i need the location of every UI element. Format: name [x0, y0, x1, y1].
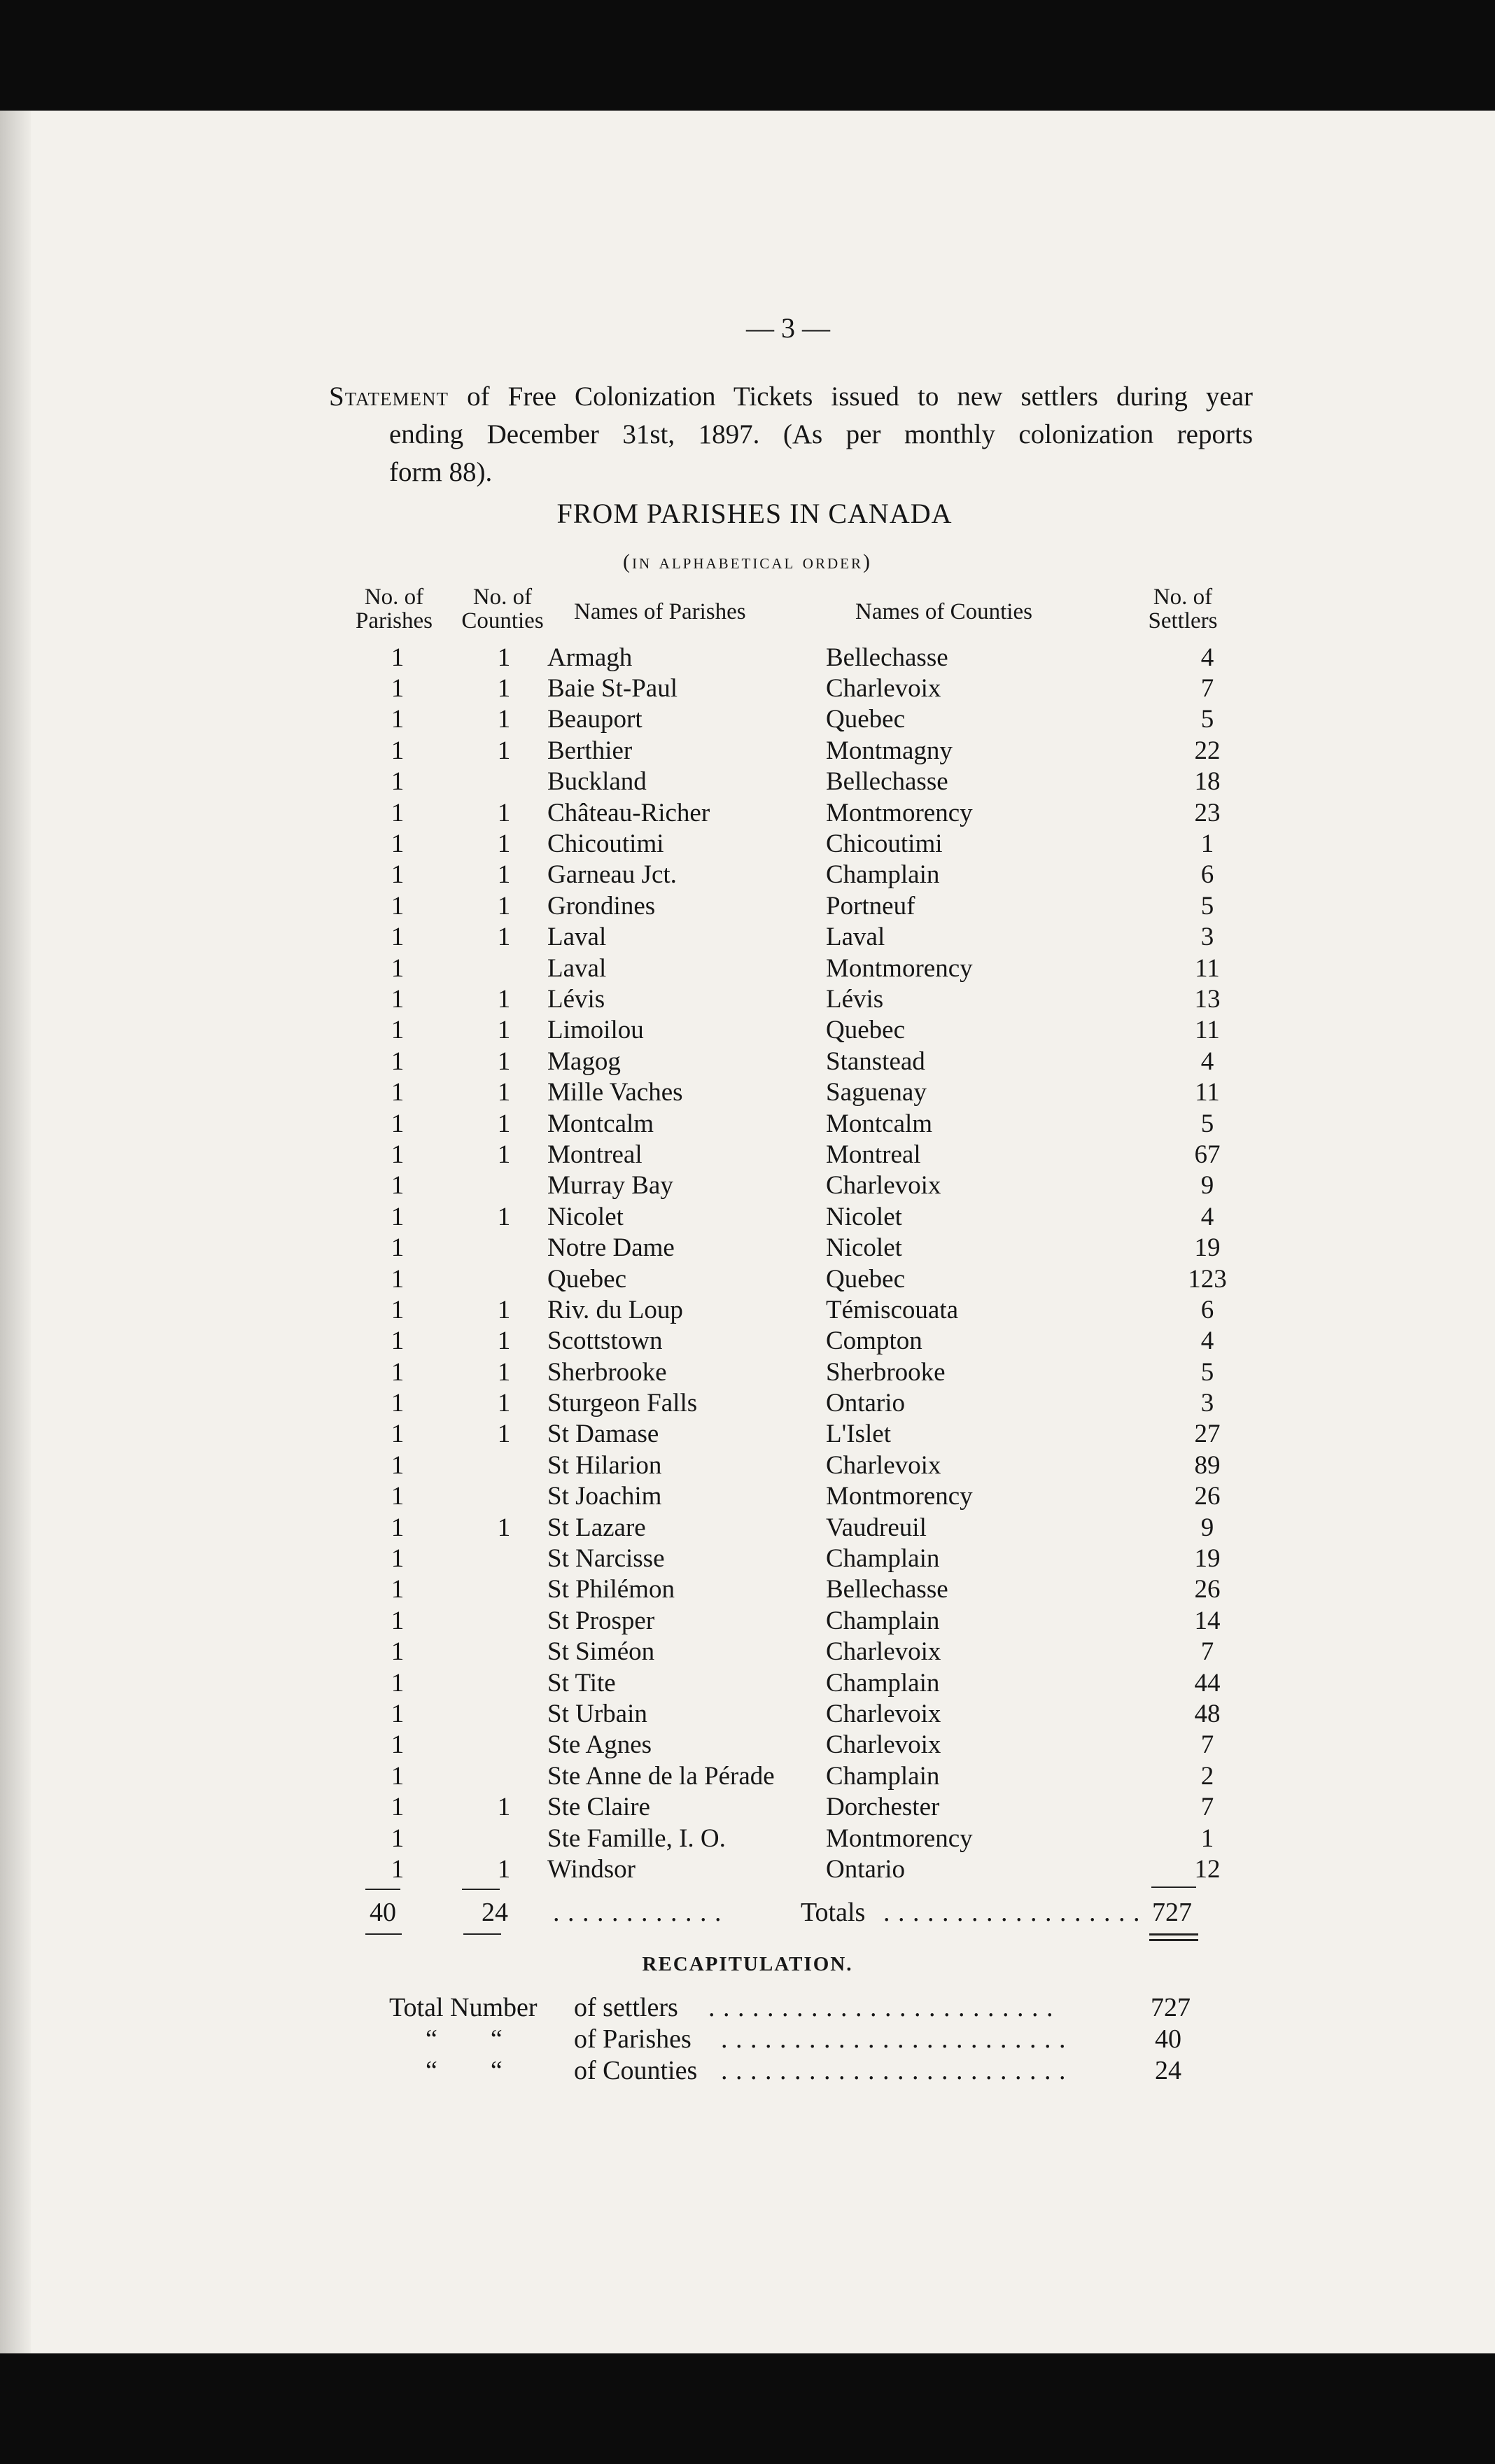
- settlers-cell: 7: [1200, 674, 1214, 704]
- settlers-cell: 23: [1194, 798, 1221, 827]
- county-name-cell: L'Islet: [826, 1420, 891, 1449]
- table-row: [335, 890, 1274, 921]
- parish-count-cell: 1: [391, 953, 405, 983]
- parish-name-cell: Sherbrooke: [547, 1357, 667, 1387]
- county-count-cell: [461, 1574, 547, 1605]
- col-header-parishes-count: No. of Parishes: [356, 584, 433, 634]
- parish-count-cell: 1: [391, 1482, 405, 1511]
- table-row: [335, 1543, 1274, 1574]
- county-count-cell: 1: [497, 1140, 511, 1169]
- parish-count-cell: 1: [391, 1761, 405, 1791]
- table-row: [335, 1637, 1274, 1667]
- county-count-cell: [461, 1543, 547, 1574]
- table-row: [335, 860, 1274, 890]
- county-name-cell: Champlain: [826, 1668, 940, 1698]
- parish-name-cell: Nicolet: [547, 1202, 624, 1231]
- totals-leader-right: . . . . . . . . . . . . . . . . . .: [883, 1898, 1141, 1927]
- settlers-cell: 26: [1194, 1482, 1221, 1511]
- county-count-cell: [461, 1823, 547, 1854]
- table-row: [335, 1357, 1274, 1387]
- county-count-cell: 1: [497, 830, 511, 859]
- table-row: [335, 1791, 1274, 1822]
- settlers-cell: 11: [1195, 1078, 1220, 1107]
- parish-count-cell: 1: [391, 1513, 405, 1542]
- county-count-cell: 1: [497, 1420, 511, 1449]
- parish-name-cell: Quebec: [547, 1264, 626, 1294]
- table-row: [335, 983, 1274, 1014]
- county-count-cell: 1: [497, 860, 511, 890]
- table-row: [335, 1387, 1274, 1418]
- county-name-cell: Montmorency: [826, 1482, 973, 1511]
- county-count-cell: 1: [497, 1357, 511, 1387]
- settlers-cell: 89: [1194, 1450, 1221, 1480]
- county-name-cell: Montcalm: [826, 1109, 933, 1138]
- total-rule-counties: [462, 1889, 500, 1890]
- recap-label-2: of Parishes: [574, 2024, 692, 2054]
- col-header-parish-names: Names of Parishes: [574, 599, 746, 624]
- parish-count-cell: 1: [391, 1854, 405, 1884]
- parish-count-cell: 1: [391, 1823, 405, 1853]
- county-count-cell: 1: [497, 1854, 511, 1884]
- county-count-cell: 1: [497, 643, 511, 672]
- recap-leader-2: . . . . . . . . . . . . . . . . . . . . . . . .: [721, 2024, 1067, 2054]
- parish-name-cell: Laval: [547, 953, 607, 983]
- settlers-cell: 5: [1200, 1357, 1214, 1387]
- parish-name-cell: Notre Dame: [547, 1233, 675, 1263]
- section-subheading: (in alphabetical order): [623, 550, 872, 573]
- settlers-cell: 7: [1200, 1637, 1214, 1667]
- parish-count-cell: 1: [391, 1389, 405, 1418]
- table-row: [335, 1170, 1274, 1201]
- county-name-cell: Portneuf: [826, 891, 915, 920]
- recap-label-1: of settlers: [574, 1993, 678, 2022]
- county-count-cell: [461, 1232, 547, 1263]
- table-row: [335, 1730, 1274, 1760]
- table-row: [335, 1139, 1274, 1170]
- settlers-cell: 44: [1194, 1668, 1221, 1698]
- table-row: [335, 673, 1274, 704]
- parish-count-cell: 1: [391, 923, 405, 952]
- county-count-cell: 1: [497, 1078, 511, 1107]
- county-count-cell: 1: [497, 798, 511, 827]
- settlers-cell: 6: [1200, 860, 1214, 890]
- settlers-cell: 1: [1200, 830, 1214, 859]
- county-count-cell: [461, 1730, 547, 1760]
- county-count-cell: [461, 1760, 547, 1791]
- county-name-cell: Saguenay: [826, 1078, 927, 1107]
- settlers-cell: 2: [1200, 1761, 1214, 1791]
- county-count-cell: 1: [497, 1389, 511, 1418]
- parish-count-cell: 1: [391, 1450, 405, 1480]
- parish-count-cell: 1: [391, 1202, 405, 1231]
- recap-prefix-2: “ “: [426, 2024, 503, 2054]
- parish-count-cell: 1: [391, 1326, 405, 1356]
- county-count-cell: 1: [497, 1109, 511, 1138]
- settlers-cell: 3: [1200, 1389, 1214, 1418]
- parish-name-cell: Magog: [547, 1046, 621, 1076]
- parish-name-cell: St Tite: [547, 1668, 616, 1698]
- table-row: [335, 1046, 1274, 1077]
- parish-name-cell: Garneau Jct.: [547, 860, 677, 890]
- table-row: [335, 1760, 1274, 1791]
- settlers-cell: 19: [1194, 1544, 1221, 1574]
- settlers-cell: 48: [1194, 1699, 1221, 1728]
- county-name-cell: Charlevoix: [826, 1730, 941, 1760]
- settlers-cell: 11: [1195, 1016, 1220, 1045]
- parish-name-cell: Beauport: [547, 705, 643, 734]
- settlers-cell: 18: [1194, 767, 1221, 797]
- settlers-cell: 67: [1194, 1140, 1221, 1169]
- county-count-cell: [461, 1637, 547, 1667]
- parish-count-cell: 1: [391, 1140, 405, 1169]
- table-row: [335, 1201, 1274, 1232]
- table-row: [335, 828, 1274, 859]
- county-name-cell: Bellechasse: [826, 1575, 948, 1604]
- statement-lead: Statement: [329, 382, 449, 412]
- settlers-cell: 11: [1195, 953, 1220, 983]
- settlers-cell: 27: [1194, 1420, 1221, 1449]
- settlers-cell: 4: [1200, 1046, 1214, 1076]
- county-count-cell: [461, 1605, 547, 1636]
- total-rule-settlers: [1151, 1886, 1196, 1888]
- page-edge-shadow: [0, 111, 31, 2353]
- parish-name-cell: Mille Vaches: [547, 1078, 683, 1107]
- settlers-cell: 5: [1200, 705, 1214, 734]
- county-name-cell: Montmorency: [826, 953, 973, 983]
- parish-count-cell: 1: [391, 1171, 405, 1200]
- parish-count-cell: 1: [391, 1109, 405, 1138]
- parish-count-cell: 1: [391, 643, 405, 672]
- total-rule-parishes: [365, 1889, 400, 1890]
- statement-line-2: ending December 31st, 1897. (As per monthly colonization reports: [389, 419, 1253, 449]
- county-count-cell: [461, 1667, 547, 1698]
- county-name-cell: Champlain: [826, 860, 940, 890]
- table-row: [335, 1667, 1274, 1698]
- parish-count-cell: 1: [391, 891, 405, 920]
- parish-count-cell: 1: [391, 830, 405, 859]
- settlers-cell: 123: [1188, 1264, 1227, 1294]
- county-count-cell: 1: [497, 1046, 511, 1076]
- parish-count-cell: 1: [391, 798, 405, 827]
- parish-count-cell: 1: [391, 1544, 405, 1574]
- statement-line-1: [329, 378, 1253, 416]
- settlers-cell: 9: [1200, 1171, 1214, 1200]
- parish-name-cell: St Lazare: [547, 1513, 646, 1542]
- parish-count-cell: 1: [391, 860, 405, 890]
- table-row: [335, 1854, 1274, 1884]
- county-name-cell: Quebec: [826, 705, 905, 734]
- county-count-cell: [461, 766, 547, 797]
- county-name-cell: Champlain: [826, 1606, 940, 1635]
- parish-name-cell: St Siméon: [547, 1637, 655, 1667]
- county-name-cell: Charlevoix: [826, 1171, 941, 1200]
- county-name-cell: Montreal: [826, 1140, 921, 1169]
- table-row: [335, 797, 1274, 828]
- parish-name-cell: Ste Anne de la Pérade: [547, 1761, 775, 1791]
- parish-count-cell: 1: [391, 1078, 405, 1107]
- parish-count-cell: 1: [391, 1264, 405, 1294]
- parish-table-body: [335, 642, 1274, 1885]
- table-row: [335, 1264, 1274, 1294]
- table-row: [335, 1108, 1274, 1139]
- parish-count-cell: 1: [391, 674, 405, 704]
- settlers-cell: 4: [1200, 1326, 1214, 1356]
- parish-count-cell: 1: [391, 1637, 405, 1667]
- settlers-cell: 12: [1194, 1854, 1221, 1884]
- parish-count-cell: 1: [391, 767, 405, 797]
- county-name-cell: Bellechasse: [826, 767, 948, 797]
- table-row: [335, 704, 1274, 735]
- county-name-cell: Montmagny: [826, 736, 953, 765]
- parish-count-cell: 1: [391, 1575, 405, 1604]
- county-name-cell: Charlevoix: [826, 1450, 941, 1480]
- county-count-cell: 1: [497, 736, 511, 765]
- county-name-cell: Nicolet: [826, 1202, 902, 1231]
- section-heading: FROM PARISHES IN CANADA: [556, 498, 953, 529]
- parish-count-cell: 1: [391, 1793, 405, 1822]
- parish-name-cell: Grondines: [547, 891, 656, 920]
- parish-name-cell: Laval: [547, 923, 607, 952]
- parish-count-cell: 1: [391, 1233, 405, 1263]
- county-name-cell: Montmorency: [826, 798, 973, 827]
- table-row: [335, 1698, 1274, 1729]
- table-row: [335, 642, 1274, 673]
- totals-label: Totals: [801, 1898, 866, 1927]
- parish-name-cell: Armagh: [547, 643, 633, 672]
- settlers-cell: 9: [1200, 1513, 1214, 1542]
- parish-name-cell: Baie St-Paul: [547, 674, 678, 704]
- county-name-cell: Témiscouata: [826, 1295, 959, 1324]
- total-parishes: 40: [370, 1898, 396, 1927]
- total-underline-counties: [463, 1933, 501, 1935]
- parish-count-cell: 1: [391, 1699, 405, 1728]
- county-name-cell: Montmorency: [826, 1823, 973, 1853]
- parish-name-cell: St Hilarion: [547, 1450, 662, 1480]
- col-header-county-names: Names of Counties: [855, 599, 1032, 624]
- parish-name-cell: St Damase: [547, 1420, 659, 1449]
- county-count-cell: 1: [497, 1513, 511, 1542]
- total-underline-settlers-2: [1149, 1939, 1198, 1941]
- recap-value-2: 40: [1155, 2024, 1181, 2054]
- parish-name-cell: St Prosper: [547, 1606, 655, 1635]
- total-underline-settlers-1: [1149, 1933, 1198, 1935]
- parish-count-cell: 1: [391, 1357, 405, 1387]
- county-count-cell: [461, 1264, 547, 1294]
- settlers-cell: 5: [1200, 891, 1214, 920]
- parish-name-cell: Murray Bay: [547, 1171, 673, 1200]
- settlers-cell: 3: [1200, 923, 1214, 952]
- totals-leader-left: . . . . . . . . . . . .: [553, 1898, 722, 1927]
- parish-name-cell: Chicoutimi: [547, 830, 664, 859]
- county-name-cell: Stanstead: [826, 1046, 925, 1076]
- table-row: [335, 1015, 1274, 1046]
- settlers-cell: 13: [1194, 984, 1221, 1014]
- parish-name-cell: Scottstown: [547, 1326, 663, 1356]
- county-count-cell: [461, 953, 547, 983]
- county-name-cell: Champlain: [826, 1761, 940, 1791]
- county-name-cell: Dorchester: [826, 1793, 940, 1822]
- recap-value-1: 727: [1151, 1993, 1191, 2022]
- settlers-cell: 22: [1194, 736, 1221, 765]
- table-row: [335, 1512, 1274, 1543]
- county-count-cell: 1: [497, 923, 511, 952]
- county-count-cell: [461, 1481, 547, 1512]
- county-name-cell: Charlevoix: [826, 1699, 941, 1728]
- county-count-cell: 1: [497, 705, 511, 734]
- settlers-cell: 19: [1194, 1233, 1221, 1263]
- parish-name-cell: Berthier: [547, 736, 633, 765]
- recap-title: RECAPITULATION.: [642, 1953, 853, 1975]
- parish-count-cell: 1: [391, 1016, 405, 1045]
- recap-value-3: 24: [1155, 2056, 1181, 2085]
- statement-paragraph: [329, 378, 1253, 491]
- parish-name-cell: Sturgeon Falls: [547, 1389, 698, 1418]
- county-count-cell: 1: [497, 891, 511, 920]
- parish-count-cell: 1: [391, 705, 405, 734]
- parish-name-cell: Ste Famille, I. O.: [547, 1823, 726, 1853]
- table-row: [335, 1232, 1274, 1263]
- recap-leader-1: . . . . . . . . . . . . . . . . . . . . . . . .: [708, 1993, 1054, 2022]
- parish-name-cell: St Philémon: [547, 1575, 675, 1604]
- parish-count-cell: 1: [391, 1606, 405, 1635]
- parish-name-cell: St Narcisse: [547, 1544, 665, 1574]
- county-count-cell: [461, 1450, 547, 1480]
- settlers-cell: 7: [1200, 1793, 1214, 1822]
- county-name-cell: Compton: [826, 1326, 922, 1356]
- county-count-cell: 1: [497, 674, 511, 704]
- parish-count-cell: 1: [391, 1730, 405, 1760]
- settlers-cell: 4: [1200, 643, 1214, 672]
- county-name-cell: Laval: [826, 923, 885, 952]
- parish-count-cell: 1: [391, 736, 405, 765]
- county-name-cell: Chicoutimi: [826, 830, 943, 859]
- county-count-cell: 1: [497, 984, 511, 1014]
- county-name-cell: Lévis: [826, 984, 884, 1014]
- settlers-cell: 26: [1194, 1575, 1221, 1604]
- county-count-cell: [461, 1170, 547, 1201]
- parish-name-cell: Buckland: [547, 767, 647, 797]
- parish-name-cell: Lévis: [547, 984, 605, 1014]
- county-count-cell: 1: [497, 1202, 511, 1231]
- county-name-cell: Bellechasse: [826, 643, 948, 672]
- parish-count-cell: 1: [391, 984, 405, 1014]
- table-row: [335, 1294, 1274, 1325]
- table-row: [335, 1450, 1274, 1480]
- table-row: [335, 1419, 1274, 1450]
- table-row: [335, 735, 1274, 766]
- parish-name-cell: St Urbain: [547, 1699, 647, 1728]
- parish-name-cell: Montreal: [547, 1140, 643, 1169]
- settlers-cell: 7: [1200, 1730, 1214, 1760]
- table-row: [335, 1605, 1274, 1636]
- parish-name-cell: Montcalm: [547, 1109, 654, 1138]
- recap-leader-3: . . . . . . . . . . . . . . . . . . . . . . . .: [721, 2056, 1067, 2085]
- total-underline-parishes: [365, 1933, 402, 1935]
- statement-line-3: form 88).: [389, 457, 493, 487]
- county-name-cell: Quebec: [826, 1264, 905, 1294]
- parish-count-cell: 1: [391, 1046, 405, 1076]
- county-count-cell: [461, 1698, 547, 1729]
- county-name-cell: Ontario: [826, 1854, 906, 1884]
- settlers-cell: 4: [1200, 1202, 1214, 1231]
- table-row: [335, 766, 1274, 797]
- settlers-cell: 14: [1194, 1606, 1221, 1635]
- county-count-cell: 1: [497, 1326, 511, 1356]
- page-number: — 3 —: [746, 312, 830, 344]
- table-row: [335, 922, 1274, 953]
- county-count-cell: 1: [497, 1793, 511, 1822]
- county-name-cell: Champlain: [826, 1544, 940, 1574]
- parish-name-cell: Château-Richer: [547, 798, 710, 827]
- settlers-cell: 1: [1200, 1823, 1214, 1853]
- recap-prefix-1: Total Number: [389, 1993, 538, 2022]
- county-count-cell: 1: [497, 1295, 511, 1324]
- parish-name-cell: St Joachim: [547, 1482, 662, 1511]
- table-row: [335, 1574, 1274, 1605]
- parish-name-cell: Ste Agnes: [547, 1730, 652, 1760]
- recap-label-3: of Counties: [574, 2056, 698, 2085]
- parish-name-cell: Limoilou: [547, 1016, 644, 1045]
- total-settlers: 727: [1152, 1898, 1192, 1927]
- parish-count-cell: 1: [391, 1668, 405, 1698]
- parish-name-cell: Windsor: [547, 1854, 636, 1884]
- parish-count-cell: 1: [391, 1420, 405, 1449]
- county-name-cell: Charlevoix: [826, 674, 941, 704]
- settlers-cell: 6: [1200, 1295, 1214, 1324]
- recap-prefix-3: “ “: [426, 2056, 503, 2085]
- county-name-cell: Sherbrooke: [826, 1357, 946, 1387]
- col-header-counties-count: No. of Counties: [461, 584, 544, 634]
- parish-count-cell: 1: [391, 1295, 405, 1324]
- county-name-cell: Nicolet: [826, 1233, 902, 1263]
- total-counties: 24: [482, 1898, 508, 1927]
- table-row: [335, 1481, 1274, 1512]
- parish-table: [335, 642, 1274, 1885]
- county-name-cell: Ontario: [826, 1389, 906, 1418]
- settlers-cell: 5: [1200, 1109, 1214, 1138]
- county-name-cell: Charlevoix: [826, 1637, 941, 1667]
- table-row: [335, 1326, 1274, 1357]
- county-name-cell: Quebec: [826, 1016, 905, 1045]
- table-row: [335, 1077, 1274, 1107]
- county-name-cell: Vaudreuil: [826, 1513, 927, 1542]
- table-row: [335, 953, 1274, 983]
- col-header-settlers: No. of Settlers: [1148, 584, 1218, 634]
- table-row: [335, 1823, 1274, 1854]
- statement-line-1-text: of Free Colonization Tickets issued to new settlers during year: [467, 382, 1254, 412]
- parish-name-cell: Ste Claire: [547, 1793, 650, 1822]
- parish-name-cell: Riv. du Loup: [547, 1295, 683, 1324]
- county-count-cell: 1: [497, 1016, 511, 1045]
